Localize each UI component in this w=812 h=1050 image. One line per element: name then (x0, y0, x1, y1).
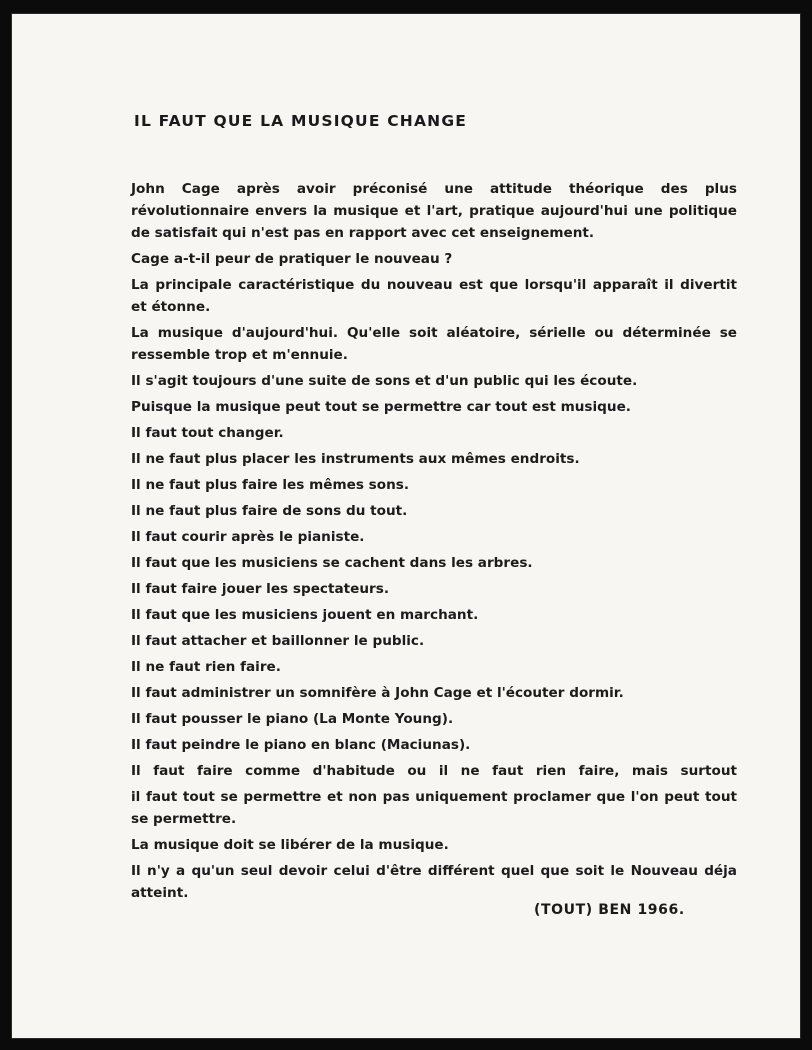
paragraph-21: il faut tout se permettre et non pas uniquement proclamer que l'on peut tout se permettre. (131, 789, 737, 827)
paragraph-16: Il ne faut rien faire. (131, 659, 281, 675)
paragraph-22: La musique doit se libérer de la musique. (131, 837, 449, 853)
paragraph-11: Il faut courir après le pianiste. (131, 529, 365, 545)
paragraph-7: Il faut tout changer. (131, 425, 284, 441)
paragraph-3: La principale caractéristique du nouveau est que lorsqu'il apparaît il divertit et étonne. (131, 277, 737, 315)
paragraph-1: John Cage après avoir préconisé une attitude théorique des plus révolutionnaire envers la musique et l'art, pratique aujourd'hui une politique de satisfait qui n'est pas en rapport avec cet enseignement. (131, 181, 737, 241)
paragraph-12: Il faut que les musiciens se cachent dans les arbres. (131, 555, 533, 571)
paragraph-23: Il n'y a qu'un seul devoir celui d'être différent quel que soit le Nouveau déja atteint. (131, 863, 737, 901)
paragraph-19: Il faut peindre le piano en blanc (Maciunas). (131, 737, 471, 753)
document-page (12, 14, 800, 1038)
paragraph-14: Il faut que les musiciens jouent en marchant. (131, 607, 479, 623)
paragraph-6: Puisque la musique peut tout se permettre car tout est musique. (131, 399, 631, 415)
paragraph-20: Il faut faire comme d'habitude ou il ne faut rien faire, mais surtout (131, 763, 737, 779)
paragraph-13: Il faut faire jouer les spectateurs. (131, 581, 390, 597)
paragraph-4: La musique d'aujourd'hui. Qu'elle soit aléatoire, sérielle ou déterminée se ressemble trop et m'ennuie. (131, 325, 737, 363)
paragraph-10: Il ne faut plus faire de sons du tout. (131, 503, 408, 519)
paragraph-15: Il faut attacher et baillonner le public. (131, 633, 425, 649)
paragraph-5: Il s'agit toujours d'une suite de sons et d'un public qui les écoute. (131, 373, 638, 389)
paragraph-17: Il faut administrer un somnifère à John Cage et l'écouter dormir. (131, 685, 624, 701)
paragraph-9: Il ne faut plus faire les mêmes sons. (131, 477, 410, 493)
paragraph-8: Il ne faut plus placer les instruments aux mêmes endroits. (131, 451, 580, 467)
document-title: IL FAUT QUE LA MUSIQUE CHANGE (134, 112, 468, 130)
signature: (TOUT) BEN 1966. (534, 902, 685, 918)
paragraph-18: Il faut pousser le piano (La Monte Young). (131, 711, 454, 727)
document-body (131, 178, 737, 908)
paragraph-2: Cage a-t-il peur de pratiquer le nouveau ? (131, 251, 453, 267)
